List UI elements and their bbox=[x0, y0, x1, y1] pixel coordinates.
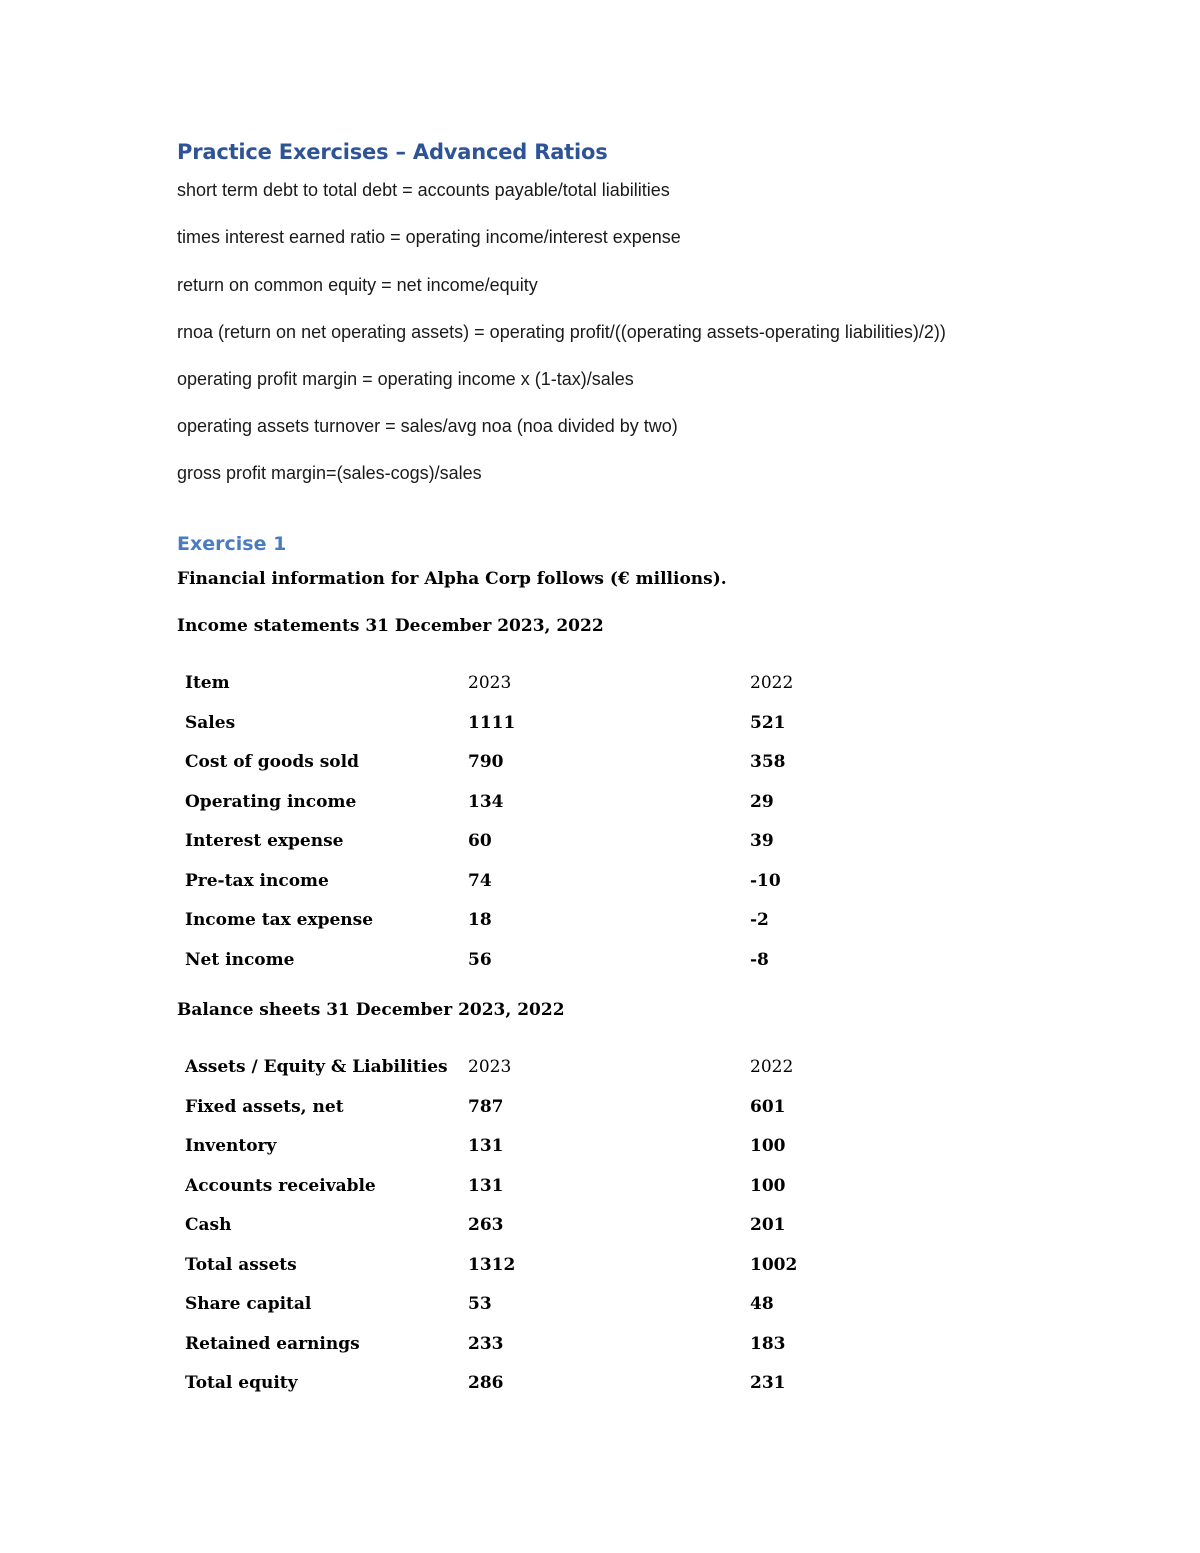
formula-return-on-equity: return on common equity = net income/equity bbox=[177, 275, 538, 295]
formula-operating-profit-margin: operating profit margin = operating income x (1-tax)/sales bbox=[177, 369, 634, 389]
table-row bbox=[185, 1246, 985, 1286]
value-2022: 183 bbox=[750, 1333, 786, 1354]
formula-gross-profit-margin: gross profit margin=(sales-cogs)/sales bbox=[177, 463, 482, 483]
formula-times-interest-earned: times interest earned ratio = operating income/interest expense bbox=[177, 227, 681, 247]
table-row bbox=[185, 941, 985, 981]
row-label: Pre-tax income bbox=[185, 870, 329, 891]
value-2022: -10 bbox=[750, 870, 781, 891]
value-2023: 53 bbox=[468, 1294, 492, 1314]
value-2022: -2 bbox=[750, 910, 769, 930]
value-2023: 233 bbox=[468, 1333, 504, 1354]
value-2022: 29 bbox=[750, 791, 774, 812]
row-label: Accounts receivable bbox=[185, 1175, 376, 1196]
page-title: Practice Exercises – Advanced Ratios bbox=[177, 140, 608, 164]
value-2022: 48 bbox=[750, 1294, 774, 1314]
value-2022: 39 bbox=[750, 831, 774, 851]
value-2023: 56 bbox=[468, 949, 492, 970]
table-header-row bbox=[185, 664, 985, 704]
balance-sheet-table bbox=[185, 1048, 985, 1404]
table-header-row bbox=[185, 1048, 985, 1088]
table-row bbox=[185, 1285, 985, 1325]
value-2022: -8 bbox=[750, 949, 769, 970]
table-row bbox=[185, 704, 985, 744]
value-2022: 601 bbox=[750, 1096, 786, 1117]
row-label: Income tax expense bbox=[185, 910, 374, 930]
row-label: Cash bbox=[185, 1215, 232, 1235]
row-label: Inventory bbox=[185, 1136, 277, 1156]
value-2023: 60 bbox=[468, 831, 492, 851]
table-row bbox=[185, 901, 985, 941]
row-label: Sales bbox=[185, 712, 236, 733]
column-header-2022: 2022 bbox=[750, 673, 794, 693]
table-row bbox=[185, 1088, 985, 1128]
income-statement-table bbox=[185, 664, 985, 980]
value-2023: 263 bbox=[468, 1215, 504, 1235]
row-label: Cost of goods sold bbox=[185, 752, 359, 772]
table-row bbox=[185, 1206, 985, 1246]
table-row bbox=[185, 743, 985, 783]
value-2023: 134 bbox=[468, 791, 504, 812]
exercise-heading: Exercise 1 bbox=[177, 533, 287, 555]
value-2022: 521 bbox=[750, 712, 786, 733]
row-label: Fixed assets, net bbox=[185, 1096, 344, 1117]
exercise-intro: Financial information for Alpha Corp follows (€ millions). bbox=[177, 569, 727, 589]
income-statement-title: Income statements 31 December 2023, 2022 bbox=[177, 616, 604, 636]
formula-short-term-debt: short term debt to total debt = accounts payable/total liabilities bbox=[177, 180, 670, 200]
value-2022: 1002 bbox=[750, 1254, 798, 1275]
value-2023: 18 bbox=[468, 910, 492, 930]
formula-rnoa: rnoa (return on net operating assets) = operating profit/((operating assets-operating liabilities)/2)) bbox=[177, 322, 946, 342]
value-2022: 358 bbox=[750, 752, 786, 772]
table-row bbox=[185, 1325, 985, 1365]
value-2023: 74 bbox=[468, 870, 492, 891]
column-header-2023: 2023 bbox=[468, 1057, 512, 1077]
table-row bbox=[185, 1364, 985, 1404]
value-2023: 131 bbox=[468, 1175, 504, 1196]
column-header-2023: 2023 bbox=[468, 673, 512, 693]
value-2023: 286 bbox=[468, 1373, 504, 1393]
table-row bbox=[185, 783, 985, 823]
row-label: Net income bbox=[185, 949, 295, 970]
table-row bbox=[185, 822, 985, 862]
value-2022: 100 bbox=[750, 1136, 786, 1156]
column-header-item: Item bbox=[185, 673, 230, 693]
table-row bbox=[185, 1127, 985, 1167]
row-label: Total assets bbox=[185, 1254, 297, 1275]
value-2023: 1111 bbox=[468, 712, 516, 733]
value-2023: 131 bbox=[468, 1136, 504, 1156]
formula-operating-assets-turnover: operating assets turnover = sales/avg noa (noa divided by two) bbox=[177, 416, 678, 436]
value-2022: 100 bbox=[750, 1175, 786, 1196]
column-header-item: Assets / Equity & Liabilities bbox=[185, 1057, 448, 1077]
value-2023: 787 bbox=[468, 1096, 504, 1117]
value-2022: 201 bbox=[750, 1215, 786, 1235]
row-label: Total equity bbox=[185, 1373, 298, 1393]
balance-sheet-title: Balance sheets 31 December 2023, 2022 bbox=[177, 1000, 565, 1020]
value-2023: 1312 bbox=[468, 1254, 516, 1275]
row-label: Interest expense bbox=[185, 831, 344, 851]
table-row bbox=[185, 862, 985, 902]
row-label: Share capital bbox=[185, 1294, 312, 1314]
value-2022: 231 bbox=[750, 1373, 786, 1393]
value-2023: 790 bbox=[468, 752, 504, 772]
table-row bbox=[185, 1167, 985, 1207]
column-header-2022: 2022 bbox=[750, 1057, 794, 1077]
row-label: Retained earnings bbox=[185, 1333, 360, 1354]
row-label: Operating income bbox=[185, 791, 357, 812]
